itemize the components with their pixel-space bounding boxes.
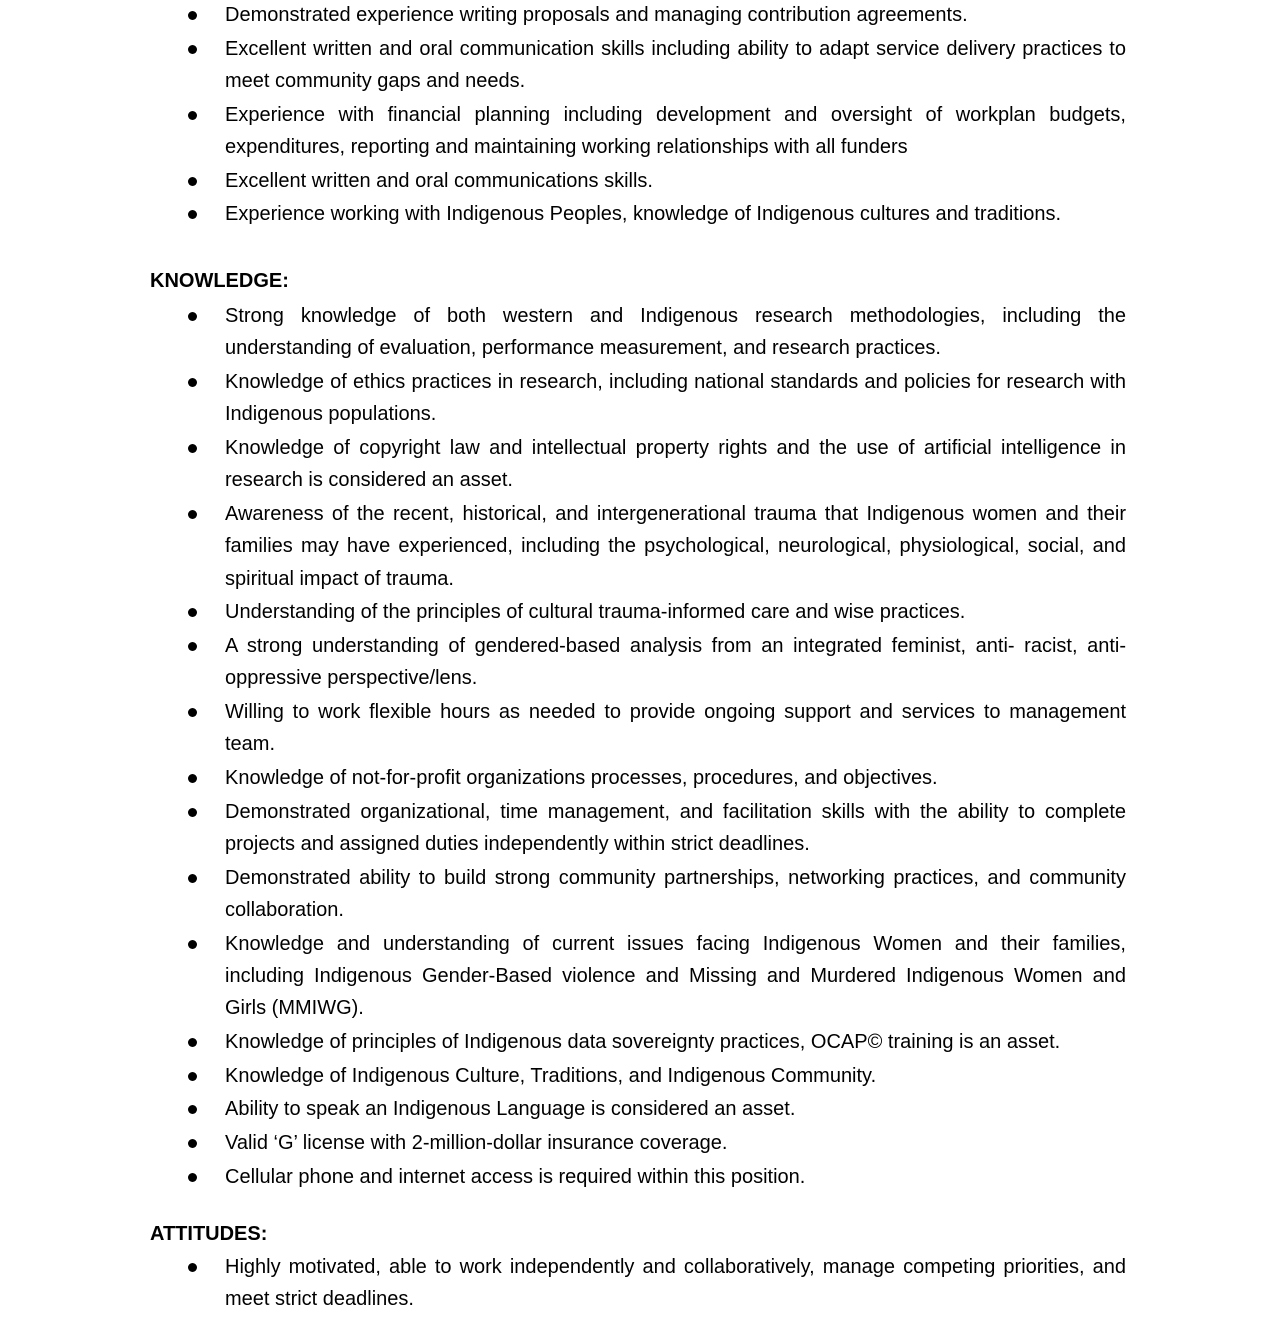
list-item-text: Knowledge of ethics practices in research, including national standards and policies for research with Indigenous populations. <box>225 370 1126 426</box>
list-item-text: Demonstrated organizational, time management, and facilitation skills with the ability to complete projects and assigned duties independently within strict deadlines. <box>225 800 1126 855</box>
bullet-icon <box>188 312 197 321</box>
list-item <box>150 630 1126 695</box>
list-item-text: Demonstrated experience writing proposals and managing contribution agreements. <box>225 4 968 26</box>
list-item <box>150 1251 1126 1316</box>
bullet-icon <box>188 642 197 651</box>
list-item <box>150 596 1126 628</box>
list-item-text: Knowledge of copyright law and intellectual property rights and the use of artificial intelligence in research is considered an asset. <box>225 436 1126 492</box>
list-item-text: Excellent written and oral communication skills including ability to adapt service delivery practices to meet community gaps and needs. <box>225 37 1126 92</box>
list-item-text: Awareness of the recent, historical, and intergenerational trauma that Indigenous women and their families may have experienced, including the psychological, neurological, physiological, social, and spiritual impact of trauma. <box>225 502 1126 590</box>
list-item <box>150 99 1126 164</box>
list-item-text: Knowledge of Indigenous Culture, Traditions, and Indigenous Community. <box>225 1064 877 1087</box>
list-item <box>150 1093 1126 1125</box>
list-item-text: Willing to work flexible hours as needed to provide ongoing support and services to management team. <box>225 700 1126 756</box>
list-item-text: A strong understanding of gendered-based analysis from an integrated feminist, anti- racist, anti-oppressive perspective/lens. <box>225 634 1126 690</box>
list-item-text: Experience working with Indigenous Peoples, knowledge of Indigenous cultures and traditions. <box>225 203 1062 226</box>
list-item <box>150 796 1126 861</box>
bullet-icon <box>188 1263 197 1272</box>
list-item <box>150 498 1126 595</box>
list-item-text: Highly motivated, able to work independently and collaboratively, manage competing priorities, and meet strict deadlines. <box>225 1256 1126 1311</box>
list-item <box>150 366 1126 431</box>
list-item-text: Knowledge and understanding of current issues facing Indigenous Women and their families, including Indigenous Gender-Based violence and Missing and Murdered Indigenous Women and Girls (MMIWG). <box>225 932 1126 1020</box>
list-item <box>150 696 1126 761</box>
bullet-icon <box>188 874 197 883</box>
bullet-icon <box>188 708 197 717</box>
bullet-icon <box>188 774 197 783</box>
bullet-icon <box>188 378 197 387</box>
list-item <box>150 928 1126 1025</box>
list-item <box>150 165 1126 197</box>
list-item-text: Knowledge of principles of Indigenous data sovereignty practices, OCAP© training is an asset. <box>225 1030 1061 1053</box>
bullet-icon <box>188 940 197 949</box>
list-item <box>150 1127 1126 1159</box>
attitudes-heading: ATTITUDES: <box>150 1223 268 1245</box>
list-item <box>150 432 1126 497</box>
list-item-text: Cellular phone and internet access is required within this position. <box>225 1165 806 1188</box>
attitudes-list <box>150 1251 1126 1317</box>
list-item <box>150 1026 1126 1058</box>
list-item <box>150 198 1126 230</box>
list-item <box>150 1060 1126 1092</box>
bullet-icon <box>188 177 197 186</box>
bullet-icon <box>188 510 197 519</box>
list-item <box>150 762 1126 794</box>
bullet-icon <box>188 1105 197 1114</box>
bullet-icon <box>188 45 197 54</box>
list-item <box>150 1161 1126 1193</box>
list-item <box>150 300 1126 365</box>
list-item-text: Knowledge of not-for-profit organizations processes, procedures, and objectives. <box>225 766 938 789</box>
bullet-icon <box>188 444 197 453</box>
list-item <box>150 862 1126 927</box>
knowledge-list <box>150 300 1126 1194</box>
list-item-text: Strong knowledge of both western and Indigenous research methodologies, including the understanding of evaluation, performance measurement, and research practices. <box>225 305 1126 360</box>
bullet-icon <box>188 1173 197 1182</box>
list-item <box>150 33 1126 98</box>
bullet-icon <box>188 210 197 219</box>
bullet-icon <box>188 1072 197 1081</box>
bullet-icon <box>188 1139 197 1148</box>
knowledge-heading: KNOWLEDGE: <box>150 270 289 292</box>
bullet-icon <box>188 11 197 20</box>
bullet-icon <box>188 808 197 817</box>
list-item <box>150 0 1126 31</box>
qualifications-list <box>150 0 1126 232</box>
list-item-text: Excellent written and oral communications skills. <box>225 169 653 192</box>
list-item-text: Valid ‘G’ license with 2-million-dollar insurance coverage. <box>225 1131 728 1154</box>
list-item-text: Demonstrated ability to build strong community partnerships, networking practices, and community collaboration. <box>225 866 1126 921</box>
bullet-icon <box>188 1038 197 1047</box>
list-item-text: Experience with financial planning including development and oversight of workplan budgets, expenditures, reporting and maintaining working relationships with all funders <box>225 103 1126 158</box>
bullet-icon <box>188 608 197 617</box>
list-item-text: Understanding of the principles of cultural trauma-informed care and wise practices. <box>225 601 966 624</box>
bullet-icon <box>188 111 197 120</box>
list-item-text: Ability to speak an Indigenous Language is considered an asset. <box>225 1098 796 1121</box>
